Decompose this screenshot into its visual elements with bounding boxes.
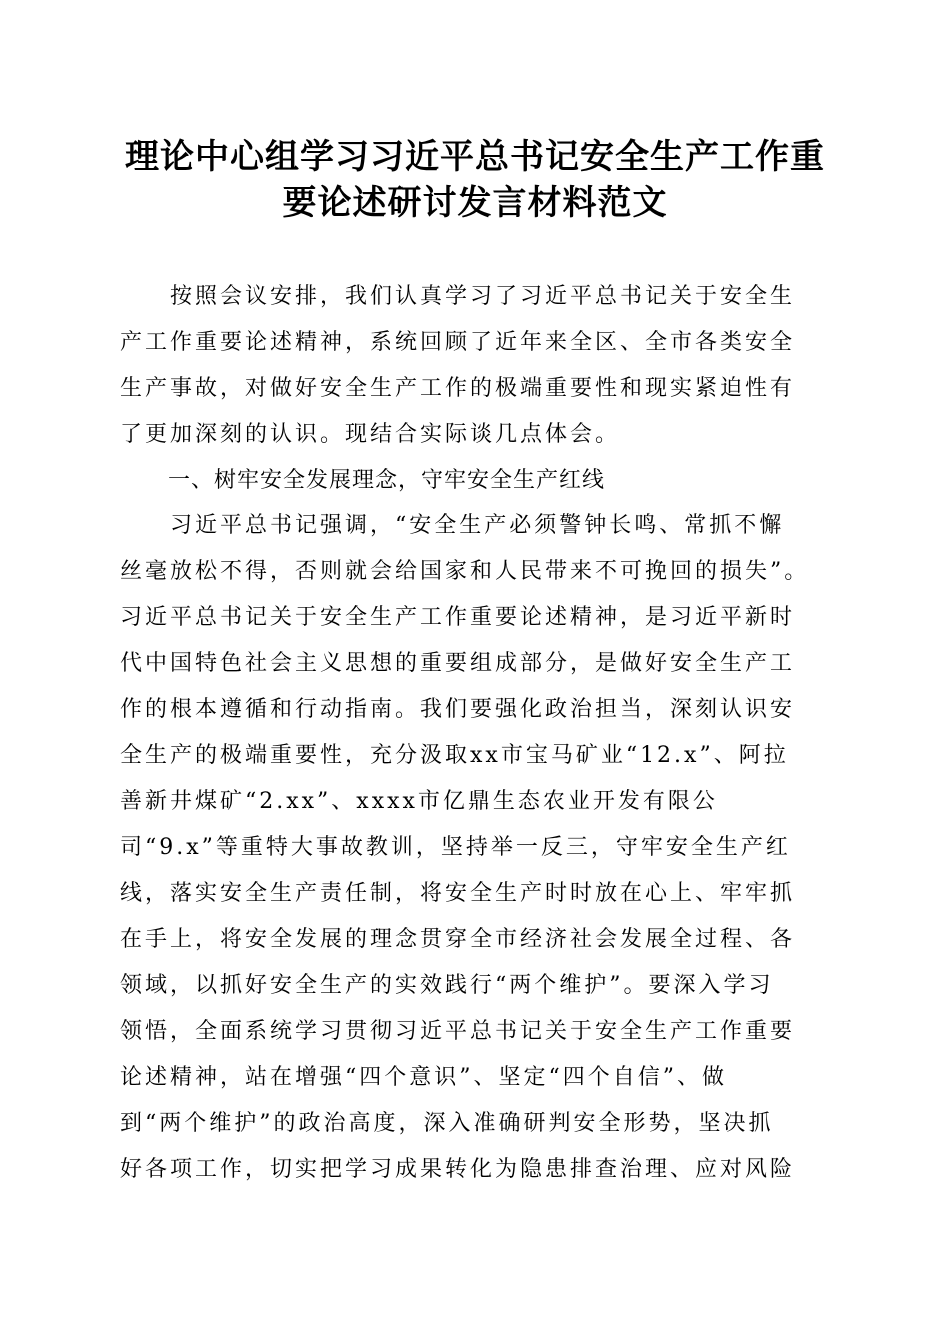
paragraph-2-line-15: 好各项工作，切实把学习成果转化为隐患排查治理、应对风险 (120, 1157, 796, 1182)
paragraph-2-line-9: 线，落实安全生产责任制，将安全生产时时放在心上、牢牢抓 (120, 881, 796, 906)
paragraph-1-line-3: 生产事故，对做好安全生产工作的极端重要性和现实紧迫性有 (120, 376, 796, 401)
paragraph-2-line-5: 作的根本遵循和行动指南。我们要强化政治担当，深刻认识安 (120, 697, 796, 722)
paragraph-1-line-2: 产工作重要论述精神，系统回顾了近年来全区、全市各类安全 (120, 330, 796, 355)
document-title-line-1: 理论中心组学习习近平总书记安全生产工作重 (125, 137, 825, 177)
paragraph-2-line-3: 习近平总书记关于安全生产工作重要论述精神，是习近平新时 (120, 605, 796, 630)
paragraph-2-line-1: 习近平总书记强调，“安全生产必须警钟长鸣、常抓不懈 (120, 513, 785, 538)
paragraph-2-line-10: 在手上，将安全发展的理念贯穿全市经济社会发展全过程、各 (120, 927, 796, 952)
paragraph-2-line-14: 到“两个维护”的政治高度，深入准确研判安全形势，坚决抓 (120, 1111, 774, 1136)
paragraph-1-line-4: 了更加深刻的认识。现结合实际谈几点体会。 (120, 422, 621, 447)
paragraph-2-line-4: 代中国特色社会主义思想的重要组成部分，是做好安全生产工 (120, 651, 796, 676)
section-1-heading: 一、树牢安全发展理念，守牢安全生产红线 (168, 468, 606, 493)
paragraph-2-line-12: 领悟，全面系统学习贯彻习近平总书记关于安全生产工作重要 (120, 1019, 796, 1044)
paragraph-2-line-13: 论述精神，站在增强“四个意识”、坚定“四个自信”、做 (120, 1065, 727, 1090)
paragraph-2-line-7: 善新井煤矿“2.xx”、xxxx市亿鼎生态农业开发有限公 (120, 789, 718, 814)
paragraph-2-line-8: 司“9.x”等重特大事故教训，坚持举一反三，守牢安全生产红 (120, 835, 791, 860)
document-title-line-2: 要论述研讨发言材料范文 (282, 183, 668, 223)
paragraph-2-line-6: 全生产的极端重要性，充分汲取xx市宝马矿业“12.x”、阿拉 (120, 743, 789, 768)
paragraph-2-line-2: 丝毫放松不得，否则就会给国家和人民带来不可挽回的损失”。 (120, 559, 810, 584)
paragraph-1-line-1: 按照会议安排，我们认真学习了习近平总书记关于安全生 (120, 284, 796, 309)
paragraph-2-line-11: 领域，以抓好安全生产的实效践行“两个维护”。要深入学习 (120, 973, 774, 998)
